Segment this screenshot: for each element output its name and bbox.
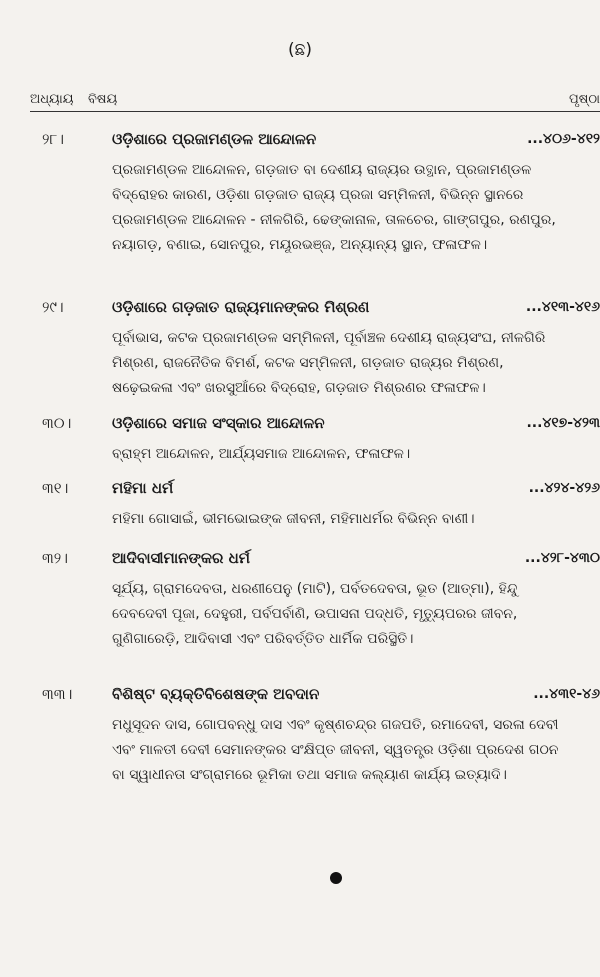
bullet-mark xyxy=(330,872,342,884)
chapter-number: ୩୧। xyxy=(42,479,69,497)
chapter-title: ଆଦିବାସୀମାନଙ୍କର ଧର୍ମ xyxy=(112,549,250,567)
contents-entry xyxy=(0,683,600,833)
chapter-column-label: ଅଧ୍ୟାୟ xyxy=(30,92,74,107)
chapter-title: ଓଡ଼ିଶାରେ ଗଡ଼ଜାତ ରାଜ୍ୟମାନଙ୍କର ମିଶ୍ରଣ xyxy=(112,298,370,316)
chapter-topics: ବ୍ରାହ୍ମ ଆନ୍ଦୋଳନ, ଆର୍ଯ୍ୟସମାଜ ଆନ୍ଦୋଳନ, ଫଳାଫଳ। xyxy=(112,446,411,462)
chapter-pages: ...୪୨୪-୪୨୬ xyxy=(528,480,600,496)
chapter-pages: ...୪୩୧-୪୬ xyxy=(533,686,600,702)
chapter-number: ୨୮। xyxy=(42,130,65,148)
chapter-number: ୨୯। xyxy=(42,298,64,316)
contents-entry xyxy=(0,296,600,412)
contents-entry xyxy=(0,412,600,477)
chapter-topics: ପୂର୍ବାଭାସ, କଟକ ପ୍ରଜାମଣ୍ଡଳ ସମ୍ମିଳନୀ, ପୂର୍ବାଞ୍ଚଳ ଦେଶୀୟ ରାଜ୍ୟସଂଘ, ନୀଳଗିରି ମିଶ୍ରଣ, ରାଜନୈତିକ ବିମର୍ଶ, କଟକ ସମ୍ମିଳନୀ, ଗଡ଼ଜାତ ରାଜ୍ୟର ମିଶ୍ରଣ, ଷଢ଼େଇକଳା ଏବଂ ଖରସୁଆଁରେ ବିଦ୍ରୋହ, ଗଡ଼ଜାତ ମିଶ୍ରଣର ଫଳାଫଳ। xyxy=(112,330,546,396)
header-divider xyxy=(30,111,600,112)
chapter-pages: ...୪୧୭-୪୨୩ xyxy=(526,415,600,431)
chapter-pages: ...୪୧୩-୪୧୬ xyxy=(525,299,600,315)
chapter-title: ଓଡ଼ିଶାରେ ପ୍ରଜାମଣ୍ଡଳ ଆନ୍ଦୋଳନ xyxy=(112,130,317,148)
chapter-number: ୩୦। xyxy=(42,414,72,432)
page-column-label: ପୃଷ୍ଠା xyxy=(569,92,600,107)
chapter-title: ଓଡ଼ିଶାରେ ସମାଜ ସଂସ୍କାର ଆନ୍ଦୋଳନ xyxy=(112,414,325,432)
chapter-title: ବିଶିଷ୍ଟ ବ୍ୟକ୍ତିବିଶେଷଙ୍କ ଅବଦାନ xyxy=(112,685,320,703)
chapter-number: ୩୩। xyxy=(42,685,73,703)
contents-list xyxy=(0,128,600,833)
subject-column-label: ବିଷୟ xyxy=(88,92,118,107)
chapter-topics: ପ୍ରଜାମଣ୍ଡଳ ଆନ୍ଦୋଳନ, ଗଡ଼ଜାତ ବା ଦେଶୀୟ ରାଜ୍ୟର ଉତ୍ଥାନ, ପ୍ରଜାମଣ୍ଡଳ ବିଦ୍ରୋହର କାରଣ, ଓଡ଼ିଶା ଗଡ଼ଜାତ ରାଜ୍ୟ ପ୍ରଜା ସମ୍ମିଳନୀ, ବିଭିନ୍ନ ସ୍ଥାନରେ ପ୍ରଜାମଣ୍ଡଳ ଆନ୍ଦୋଳନ - ନୀଳଗିରି, ଢେଙ୍କାନାଳ, ତାଳଚେର, ଗାଙ୍ଗପୁର, ରଣପୁର, ନୟାଗଡ଼, ବଣାଇ, ସୋନପୁର, ମୟୂରଭଞ୍ଜ, ଅନ୍ୟାନ୍ୟ ସ୍ଥାନ, ଫଳାଫଳ। xyxy=(112,162,556,253)
contents-entry xyxy=(0,477,600,547)
chapter-topics: ମଧୁସୂଦନ ଦାସ, ଗୋପବନ୍ଧୁ ଦାସ ଏବଂ କୃଷ୍ଣଚନ୍ଦ୍ର ଗଜପତି, ରମାଦେବୀ, ସରଳା ଦେବୀ ଏବଂ ମାଳତୀ ଦେବୀ ସେମାନଙ୍କର ସଂକ୍ଷିପ୍ତ ଜୀବନୀ, ସ୍ୱତନ୍ତ୍ର ଓଡ଼ିଶା ପ୍ରଦେଶ ଗଠନ ବା ସ୍ୱାଧୀନତା ସଂଗ୍ରାମରେ ଭୂମିକା ତଥା ସମାଜ କଲ୍ୟାଣ କାର୍ଯ୍ୟ ଇତ୍ୟାଦି। xyxy=(112,717,559,783)
chapter-topics: ମହିମା ଗୋସାଇଁ, ଭୀମଭୋଇଙ୍କ ଜୀବନୀ, ମହିମାଧର୍ମର ବିଭିନ୍ନ ବାଣୀ। xyxy=(112,511,475,527)
chapter-topics: ସୂର୍ଯ୍ୟ, ଗ୍ରାମଦେବତା, ଧରଣୀପେନୁ (ମାଟି), ପର୍ବତଦେବତା, ଭୂତ (ଆତ୍ମା), ହିନ୍ଦୁ ଦେବଦେବୀ ପୂଜା, ଦେହୁରୀ, ପର୍ବପର୍ବାଣି, ଉପାସନା ପଦ୍ଧତି, ମୃତ୍ୟୁପରର ଜୀବନ, ଗୁଣିଗାରେଡ଼ି, ଆଦିବାସୀ ଏବଂ ପରିବର୍ତ୍ତିତ ଧାର୍ମିକ ପରିସ୍ଥିତି। xyxy=(112,581,518,647)
contents-entry xyxy=(0,547,600,683)
chapter-number: ୩୨। xyxy=(42,549,69,567)
chapter-title: ମହିମା ଧର୍ମ xyxy=(112,479,174,497)
chapter-pages: ...୪୨୮-୪୩୦ xyxy=(524,550,600,566)
page-number: (ଛ) xyxy=(287,40,313,60)
contents-entry xyxy=(0,128,600,296)
chapter-pages: ...୪୦୬-୪୧୨ xyxy=(527,131,600,147)
